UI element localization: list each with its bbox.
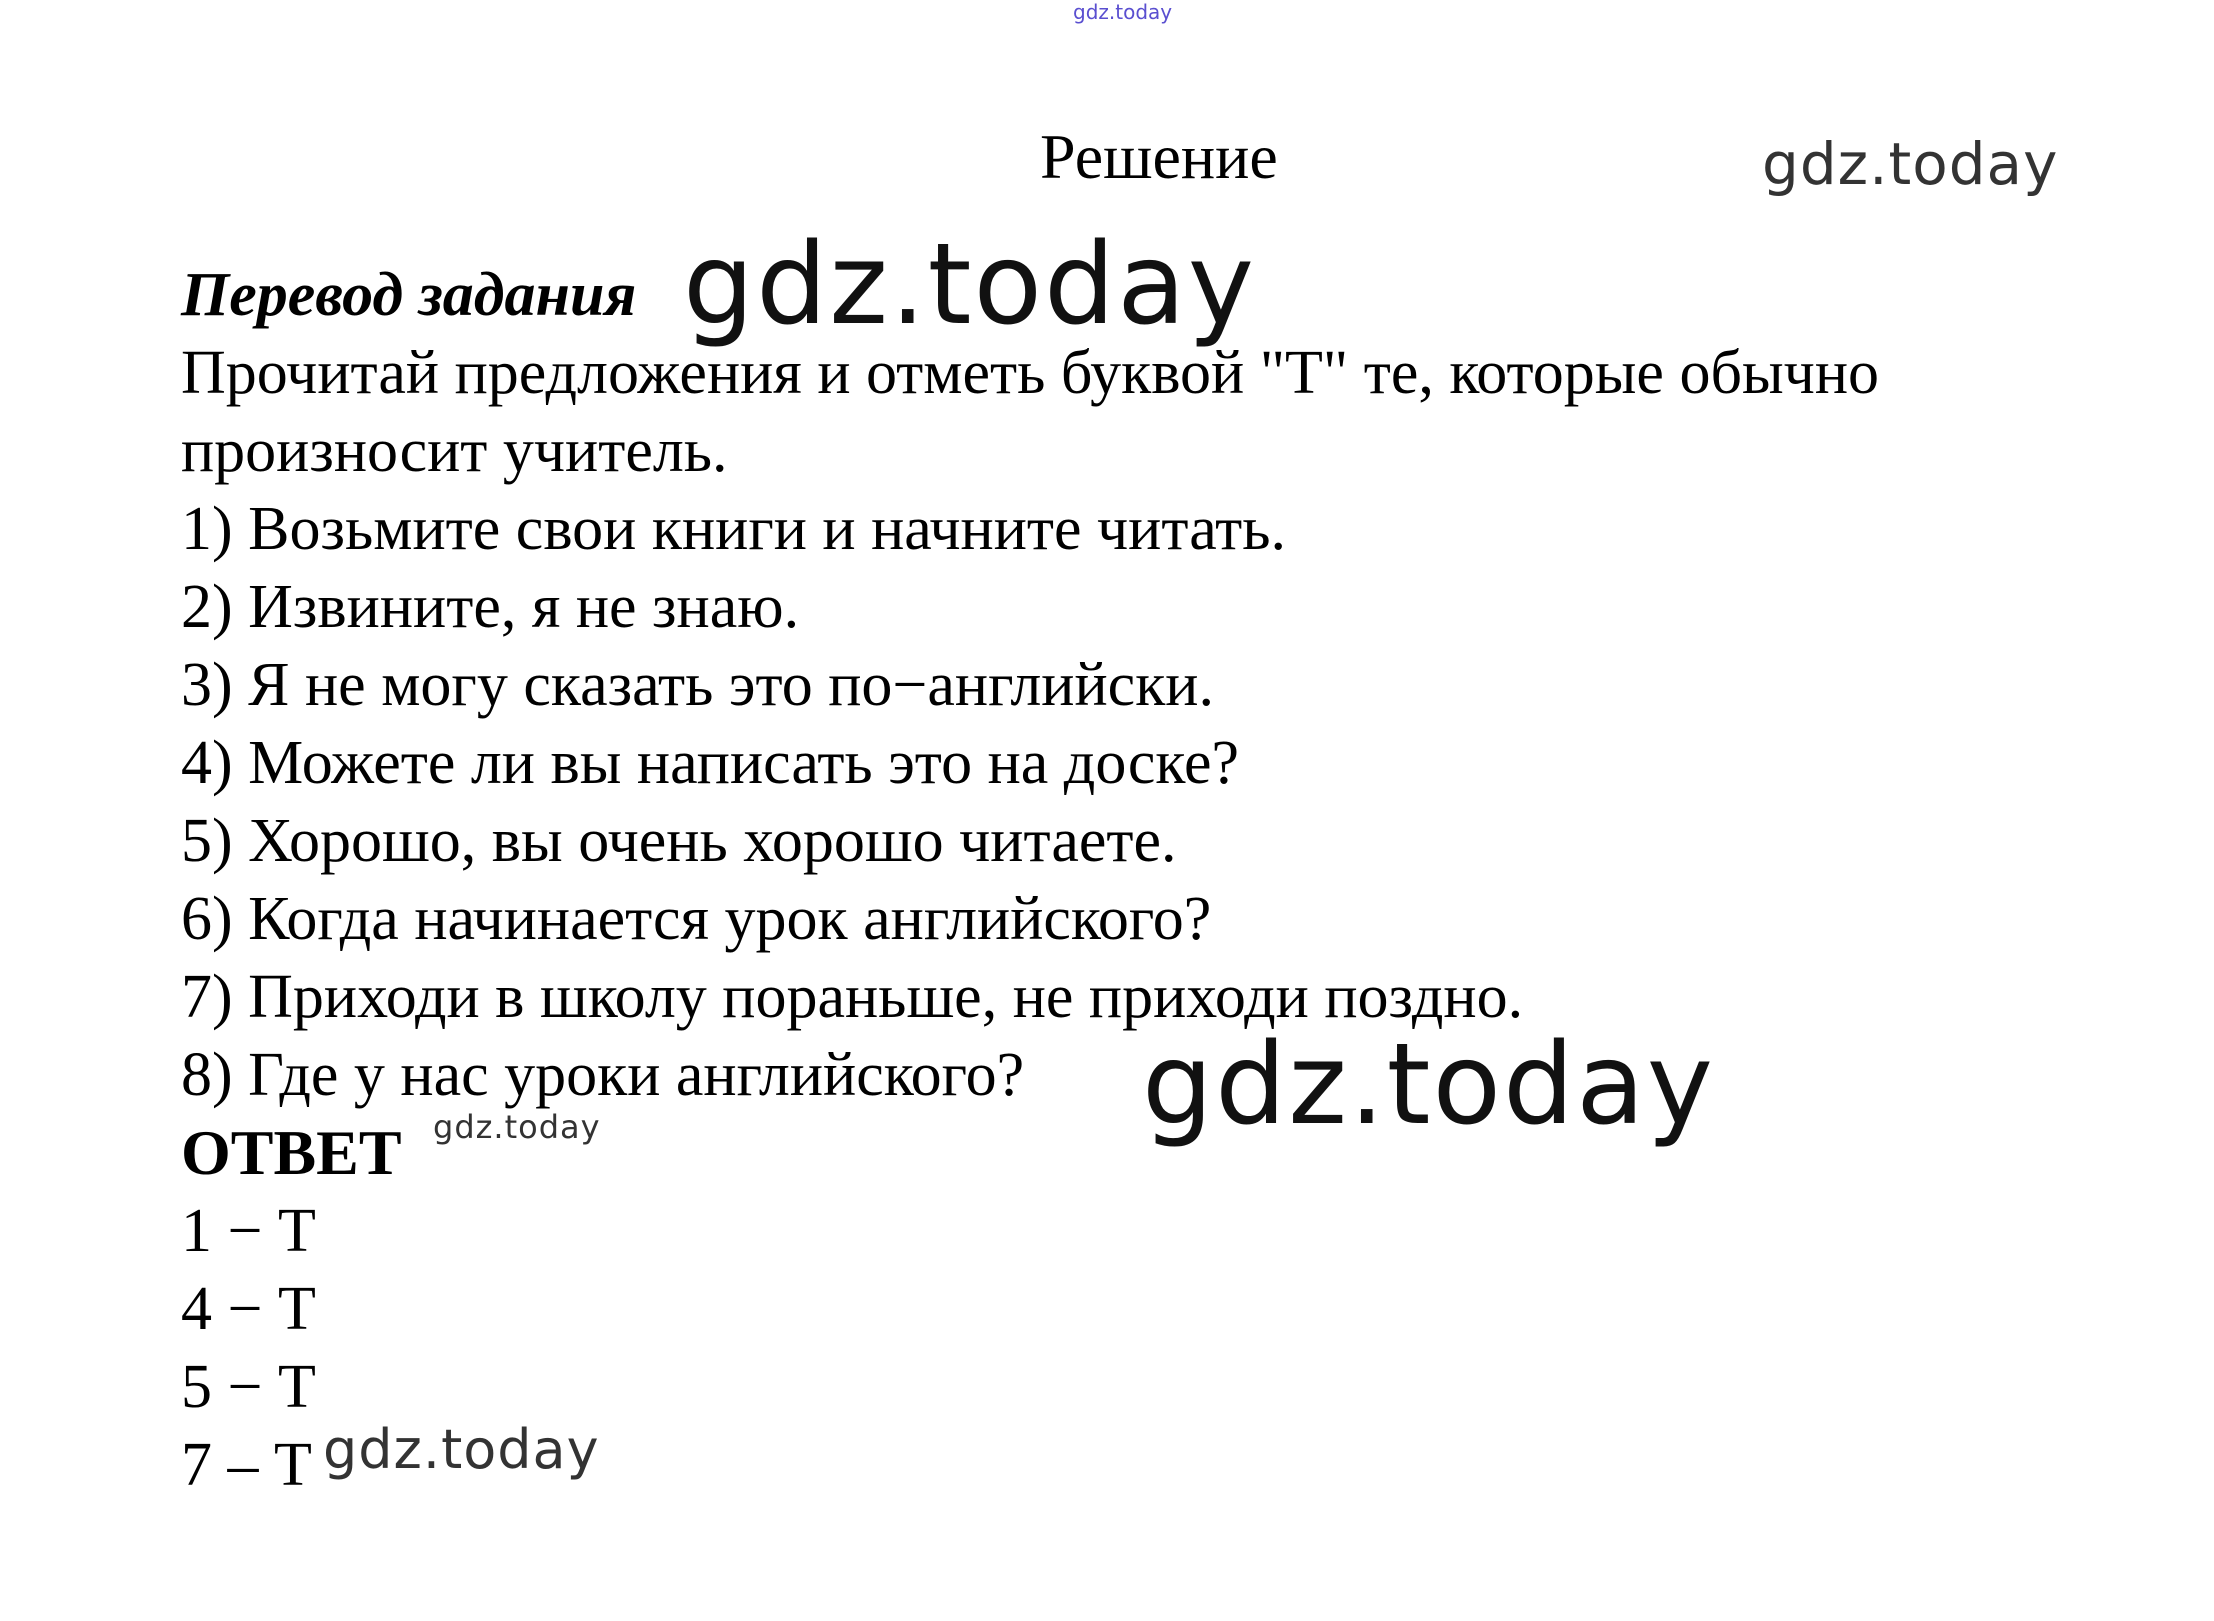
watermark-header: gdz.today bbox=[1762, 130, 2059, 198]
sentence-item: 5) Хорошо, вы очень хорошо читаете. bbox=[181, 807, 1177, 875]
page-heading: Решение bbox=[1040, 121, 1278, 192]
answer-item: 5 − Т bbox=[181, 1353, 316, 1421]
watermark-top: gdz.today bbox=[1073, 0, 1173, 24]
answer-item: 7 – Т bbox=[181, 1431, 312, 1499]
sentence-item: 8) Где у нас уроки английского? bbox=[181, 1041, 1025, 1109]
document-content bbox=[181, 256, 2131, 1504]
sentence-item: 4) Можете ли вы написать это на доске? bbox=[181, 729, 1239, 797]
sentence-item: 2) Извините, я не знаю. bbox=[181, 573, 800, 641]
watermark-small-2: gdz.today bbox=[323, 1418, 600, 1481]
answer-item: 1 − Т bbox=[181, 1197, 316, 1265]
watermark-large-1: gdz.today bbox=[683, 220, 1257, 350]
watermark-large-2: gdz.today bbox=[1142, 1020, 1716, 1150]
answer-title: ОТВЕТ bbox=[181, 1117, 402, 1188]
task-title: Перевод задания bbox=[181, 261, 637, 329]
sentence-item: 7) Приходи в школу пораньше, не приходи поздно. bbox=[181, 963, 1524, 1031]
sentence-item: 3) Я не могу сказать это по−английски. bbox=[181, 651, 1214, 719]
answer-item: 4 − Т bbox=[181, 1275, 316, 1343]
instruction-line: Прочитай предложения и отметь буквой "Т" те, которые обычно bbox=[181, 339, 1880, 407]
instruction-line: произносит учитель. bbox=[181, 417, 728, 485]
watermark-small-1: gdz.today bbox=[433, 1108, 601, 1146]
sentence-item: 1) Возьмите свои книги и начните читать. bbox=[181, 495, 1286, 563]
sentence-item: 6) Когда начинается урок английского? bbox=[181, 885, 1212, 953]
